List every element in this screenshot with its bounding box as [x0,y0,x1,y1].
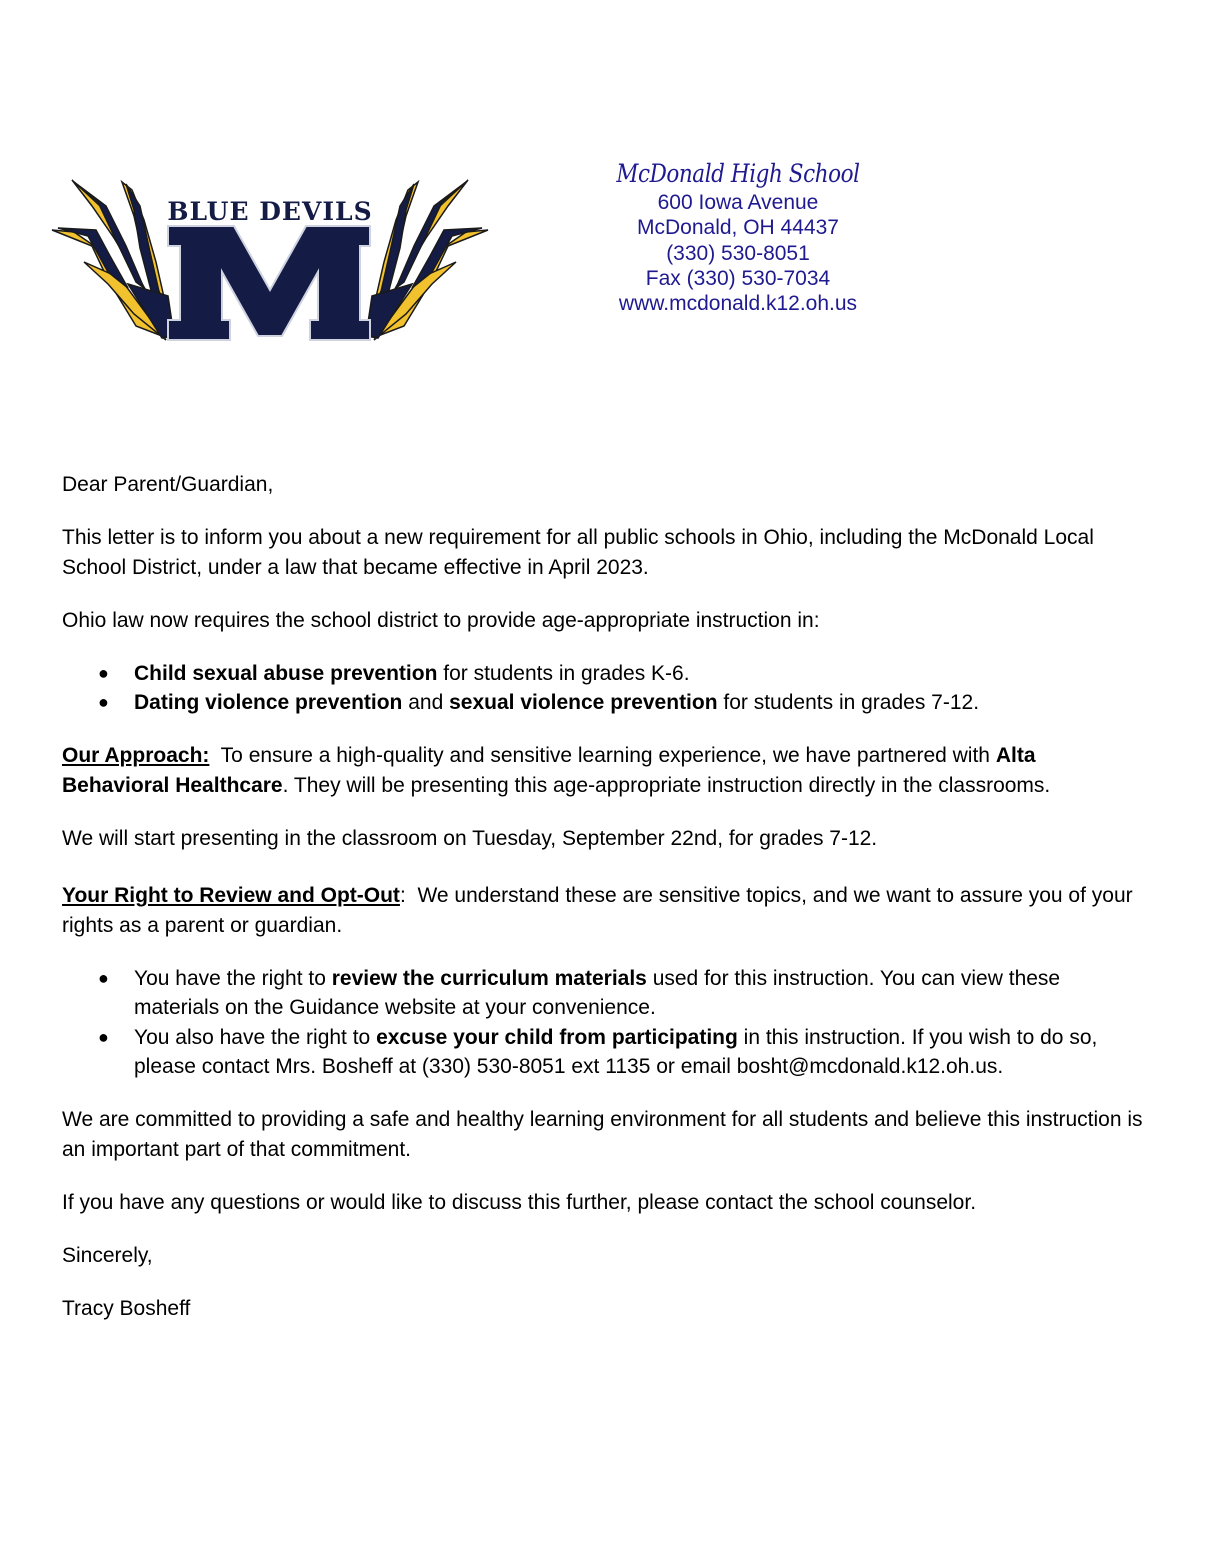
signature: Tracy Bosheff [62,1296,191,1320]
approach-paragraph: Our Approach: To ensure a high-quality and sensitive learning experience, we have partnered with Alta Behavioral Healthcare. They will be presenting this age-appropriate instruction directly in the classrooms. [62,744,1051,797]
website-link[interactable]: www.mcdonald.k12.oh.us [618,292,858,316]
approach-heading: Our Approach: [62,744,210,767]
list-item: ● Dating violence prevention and sexual violence prevention for students in grades 7-12. [62,688,1148,718]
right-trident-icon [366,180,488,340]
fax-number: Fax (330) 530-7034 [645,266,831,290]
letterhead [568,158,908,316]
law-intro-paragraph: Ohio law now requires the school district to provide age-appropriate instruction in: [62,608,820,632]
bullet-icon: ● [98,662,109,683]
bullet-icon: ● [98,1026,109,1047]
blue-devils-logo [48,176,492,344]
letter-body [62,470,1148,1347]
commitment-paragraph: We are committed to providing a safe and healthy learning environment for all students and believe this instruction is an important part of that commitment. [62,1108,1143,1161]
school-name: McDonald High School [616,159,860,188]
questions-paragraph: If you have any questions or would like to discuss this further, please contact the school counselor. [62,1190,977,1214]
logo-letter-m [168,226,370,340]
intro-paragraph: This letter is to inform you about a new requirement for all public schools in Ohio, including the McDonald Local School District, under a law that became effective in April 2023. [62,526,1094,579]
list-item: ● You also have the right to excuse your child from participating in this instruction. If you wish to do so, please contact Mrs. Bosheff at (330) 530-8051 ext 1135 or email bosht@mcdonald.k12.oh.us. [62,1023,1148,1082]
list-item: ● You have the right to review the curriculum materials used for this instruction. You can view these materials on the Guidance website at your convenience. [62,964,1148,1023]
bullet-icon: ● [98,967,109,988]
address-street: 600 Iowa Avenue [657,191,819,214]
logo-wordmark: BLUE DEVILS [167,197,373,226]
salutation: Dear Parent/Guardian, [62,473,274,496]
address-city: McDonald, OH 44437 [637,216,839,240]
rights-heading: Your Right to Review and Opt-Out [62,884,400,907]
bullet-icon: ● [98,692,109,712]
closing: Sincerely, [62,1243,153,1267]
rights-paragraph: Your Right to Review and Opt-Out: We understand these are sensitive topics, and we want to assure you of your rights as a parent or guardian. [62,884,1139,937]
phone-number: (330) 530-8051 [666,241,810,265]
left-trident-icon [52,180,174,340]
list-item: ● Child sexual abuse prevention for students in grades K-6. [62,659,1148,689]
rights-list [62,964,1148,1082]
start-date-paragraph: We will start presenting in the classroom on Tuesday, September 22nd, for grades 7-12. [62,826,878,850]
instruction-list [62,659,1148,718]
